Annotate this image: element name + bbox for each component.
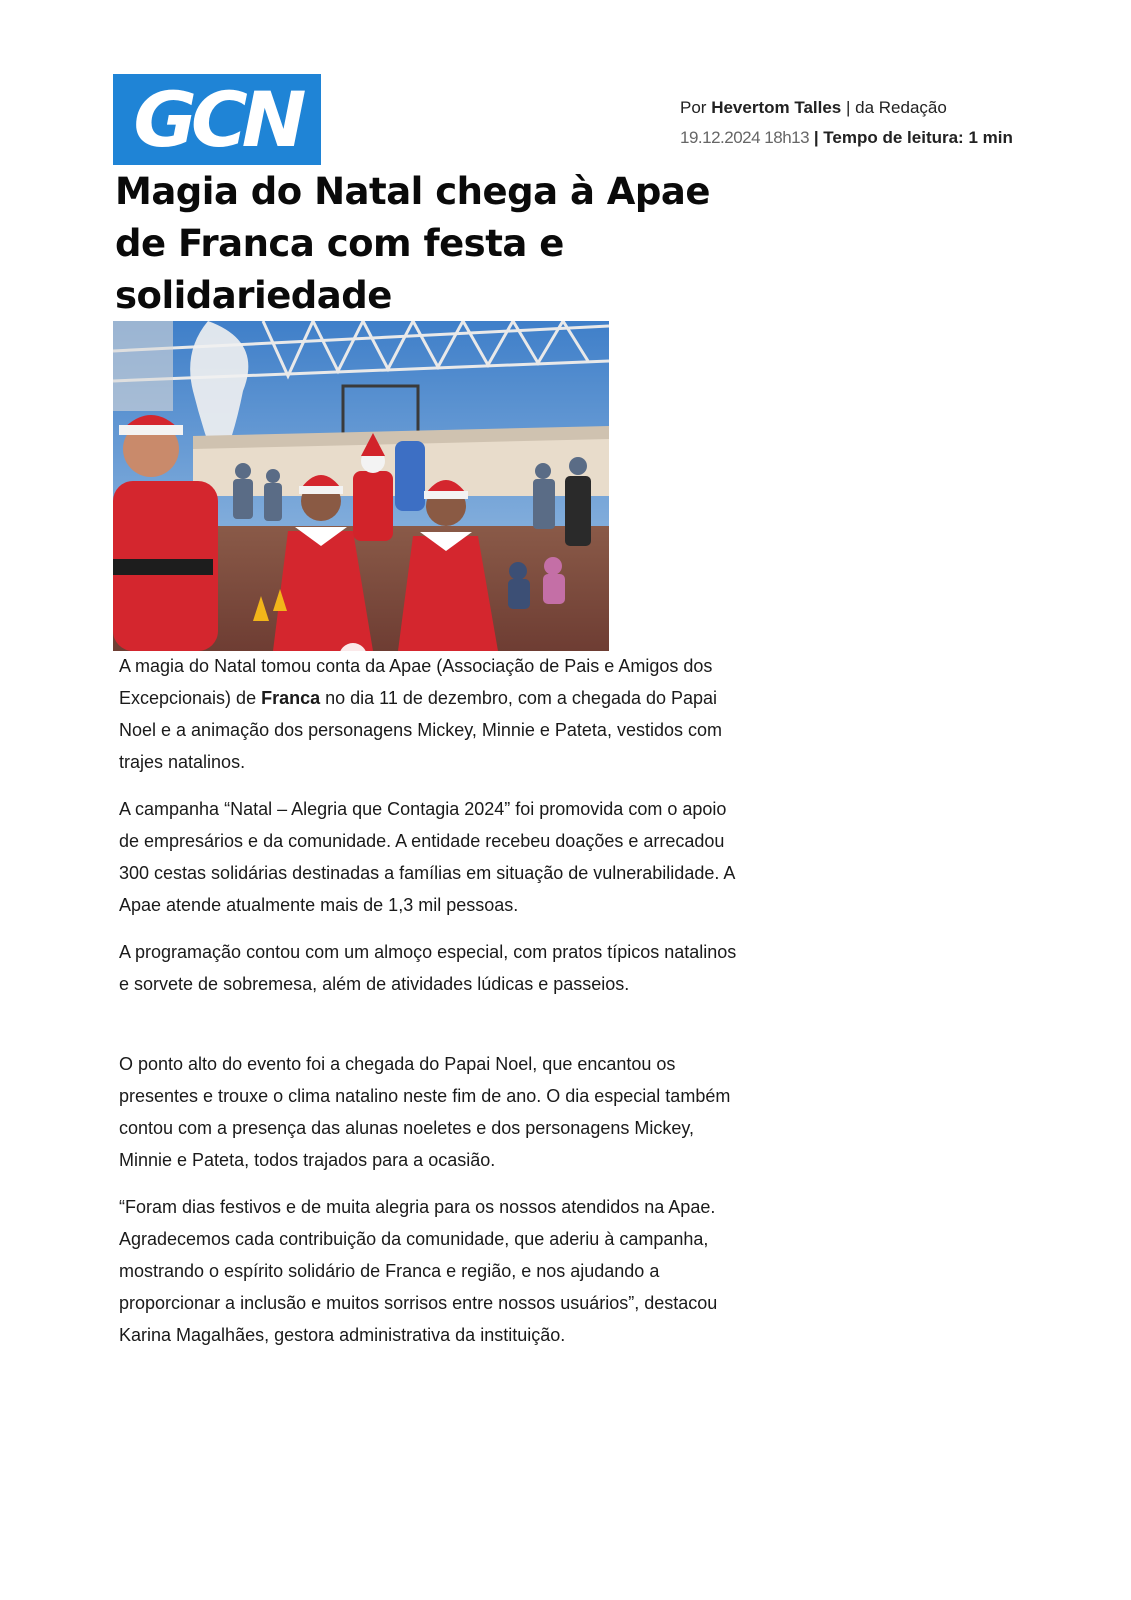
paragraph-4: O ponto alto do evento foi a chegada do Papai Noel, que encantou os presentes e trouxe o clima natalino neste fim de ano. O dia especial também contou com a presença das alunas noeletes e dos personagens Mickey, Minnie e Pateta, todos trajados para a ocasião. [119, 1054, 731, 1170]
publish-date: 19.12.2024 18h13 [680, 128, 810, 147]
reading-time: Tempo de leitura: 1 min [823, 128, 1013, 147]
paragraph-1 [119, 650, 749, 778]
logo-text: GCN [133, 74, 301, 164]
byline [680, 93, 1100, 123]
city-link-franca[interactable]: Franca [261, 688, 321, 708]
author-name[interactable]: Hevertom Talles [711, 98, 842, 117]
paragraph-5: “Foram dias festivos e de muita alegria para os nossos atendidos na Apae. Agradecemos cada contribuição da comunidade, que aderiu à campanha, mostrando o espírito solidário de Franca e região, e nos ajudando a proporcionar a inclusão e muitos sorrisos entre nossos usuários”, destacou Karina Magalhães, gestora administrativa da instituição. [119, 1197, 718, 1345]
gcn-logo[interactable] [113, 74, 321, 165]
photo-illustration [113, 321, 609, 651]
article-body [119, 650, 749, 1366]
dateline-separator: | [809, 128, 824, 147]
paragraph-3: A programação contou com um almoço especial, com pratos típicos natalinos e sorvete de sobremesa, além de atividades lúdicas e passeios. [119, 942, 737, 994]
headline: Magia do Natal chega à Apae de Franca com festa e solidariedade [115, 170, 710, 317]
article-photo[interactable] [113, 321, 609, 651]
byline-desk: da Redação [855, 98, 947, 117]
paragraph-1-end: no dia 11 de dezembro, com a chegada do Papai Noel e a animação dos personagens Mickey, Minnie e Pateta, vestidos com trajes natalinos. [119, 688, 722, 772]
byline-prefix: Por [680, 98, 712, 117]
article-meta [680, 93, 1100, 153]
paragraph-2: A campanha “Natal – Alegria que Contagia 2024” foi promovida com o apoio de empresários e da comunidade. A entidade recebeu doações e arrecadou 300 cestas solidárias destinadas a famílias em situação de vulnerabilidade. A Apae atende atualmente mais de 1,3 mil pessoas. [119, 799, 735, 915]
dateline [680, 123, 1100, 153]
paragraph-1-start: A magia do Natal tomou conta da Apae (Associação de Pais e Amigos dos Excepcionais) de [119, 656, 713, 708]
byline-separator: | [841, 98, 856, 117]
